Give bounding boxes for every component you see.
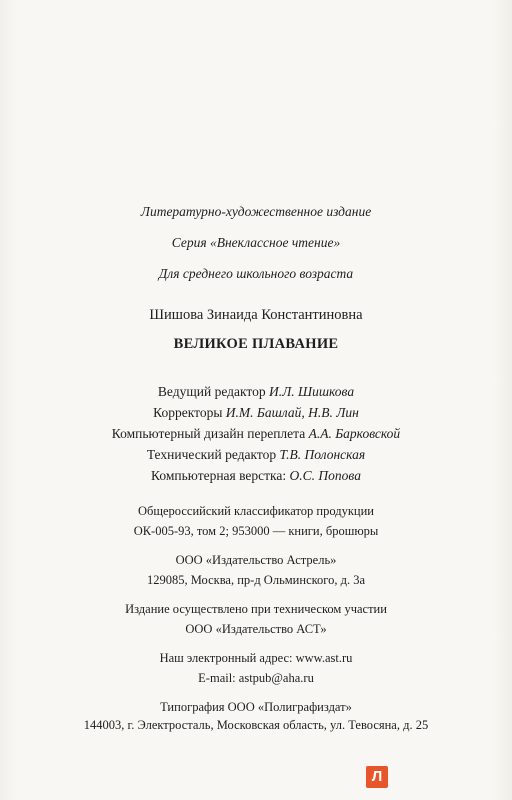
publisher-name: ООО «Издательство Астрель» [175,553,337,567]
email-address: E-mail: astpub@aha.ru [198,671,314,685]
staff-layout [0,468,512,484]
staff-lead-editor [0,384,512,400]
staff-name: А.А. Барковской [308,426,401,441]
staff-role: Компьютерный дизайн переплета [111,426,306,441]
staff-name: Т.В. Полонская [279,447,366,462]
classifier-line-1: Общероссийский классификатор продукции [137,504,375,518]
staff-correctors [0,405,512,421]
printer-name: Типография ООО «Полиграфиздат» [160,700,352,714]
classifier-line-2: ОК-005-93, том 2; 953000 — книги, брошюры [133,524,379,538]
series-line: Серия «Внеклассное чтение» [171,235,341,250]
litres-logo-icon [366,766,388,788]
web-address: Наш электронный адрес: www.ast.ru [159,651,353,665]
staff-role: Ведущий редактор [157,384,266,399]
tech-participation-line-1: Издание осуществлено при техническом участии [125,602,387,616]
logo-glyph: Л [371,768,383,785]
edition-type: Литературно-художественное издание [140,204,372,219]
tech-participation-line-2: ООО «Издательство АСТ» [185,622,327,636]
age-group: Для среднего школьного возраста [158,266,354,281]
staff-tech-editor [0,447,512,463]
staff-cover-design [0,426,512,442]
staff-role: Компьютерная верстка: [151,468,287,483]
book-title: ВЕЛИКОЕ ПЛАВАНИЕ [173,336,339,352]
staff-name: И.Л. Шишкова [268,384,355,399]
staff-role: Корректоры [153,405,223,420]
staff-name: О.С. Попова [289,468,361,483]
publisher-address: 129085, Москва, пр-д Ольминского, д. 3а [146,573,366,587]
staff-name: И.М. Башлай, Н.В. Лин [225,405,359,420]
staff-role: Технический редактор [146,447,277,462]
printer-address: 144003, г. Электросталь, Московская область, ул. Тевосяна, д. 25 [83,718,429,732]
author-name: Шишова Зинаида Константиновна [149,307,363,323]
